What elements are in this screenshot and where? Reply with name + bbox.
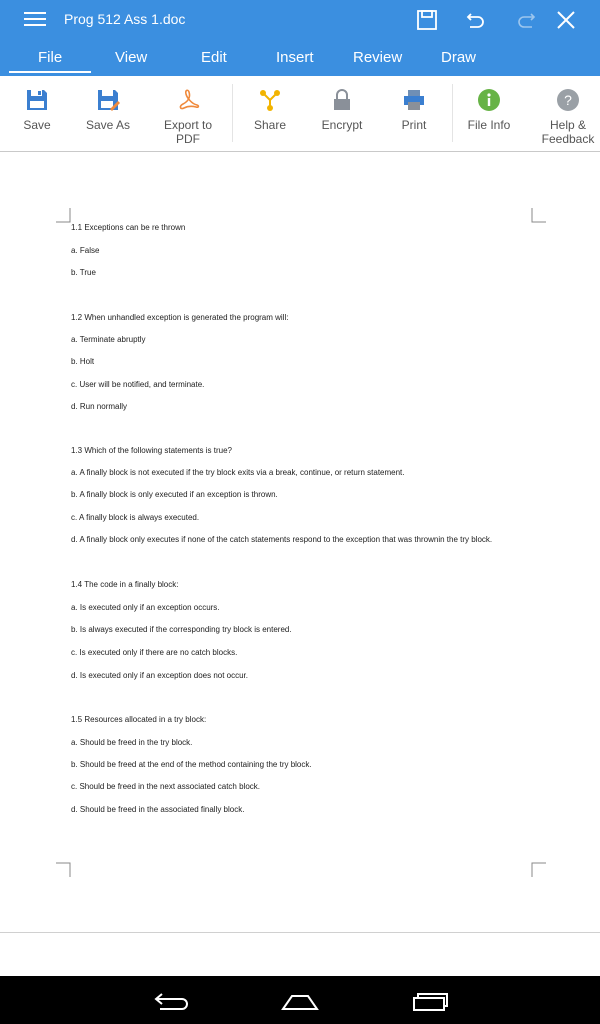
active-tab-indicator [9, 71, 91, 73]
recent-apps-icon[interactable] [410, 988, 450, 1012]
save-as-button[interactable] [76, 76, 140, 151]
export-label-line1: Export to [163, 118, 213, 132]
option: a. Should be freed in the try block. [71, 738, 193, 747]
home-icon[interactable] [280, 988, 320, 1012]
export-to-pdf-button[interactable] [152, 76, 224, 151]
margin-corner-mark [55, 207, 71, 223]
system-navigation-bar [0, 976, 600, 1024]
ribbon-separator [232, 84, 233, 142]
tab-edit[interactable]: Edit [201, 49, 227, 66]
help-label-line1: Help & [549, 118, 587, 132]
option: d. A finally block only executes if none of the catch statements respond to the exception that was thrownin the try block. [71, 535, 493, 544]
document-title: Prog 512 Ass 1.doc [64, 11, 186, 27]
share-label: Share [253, 118, 287, 132]
margin-corner-mark [531, 207, 547, 223]
undo-icon[interactable] [464, 8, 488, 32]
file-info-button[interactable] [457, 76, 521, 151]
back-icon[interactable] [152, 988, 192, 1012]
printer-icon [402, 88, 426, 112]
title-bar [0, 0, 600, 40]
lock-icon [330, 88, 354, 112]
export-to-pdf-label [152, 118, 224, 146]
redo-icon[interactable] [514, 8, 538, 32]
save-icon [25, 88, 49, 112]
file-info-label: File Info [467, 118, 511, 132]
option: d. Is executed only if an exception does not occur. [71, 671, 248, 680]
tab-insert[interactable]: Insert [276, 49, 314, 66]
margin-corner-mark [531, 862, 547, 878]
option: d. Run normally [71, 402, 128, 411]
save-icon[interactable] [415, 8, 439, 32]
help-icon [556, 88, 580, 112]
option: c. Should be freed in the next associated catch block. [71, 782, 261, 791]
encrypt-label: Encrypt [321, 118, 363, 132]
export-label-line2: PDF [176, 132, 200, 146]
file-ribbon [0, 76, 600, 152]
menu-icon[interactable] [24, 12, 46, 28]
option: a. False [71, 246, 100, 255]
info-icon [477, 88, 501, 112]
save-label: Save [23, 118, 51, 132]
option: b. Should be freed at the end of the method containing the try block. [71, 760, 312, 769]
option: a. Terminate abruptly [71, 335, 146, 344]
option: c. A finally block is always executed. [71, 513, 200, 522]
close-icon[interactable] [554, 8, 578, 32]
option: c. Is executed only if there are no catch blocks. [71, 648, 238, 657]
save-as-icon [96, 88, 120, 112]
option: c. User will be notified, and terminate. [71, 380, 205, 389]
tab-draw[interactable]: Draw [441, 49, 477, 66]
pdf-export-icon [176, 88, 200, 112]
tab-file[interactable]: File [38, 49, 63, 66]
question-1-3: 1.3 Which of the following statements is true? [71, 446, 232, 455]
ribbon-separator [452, 84, 453, 142]
save-button[interactable] [5, 76, 69, 151]
help-feedback-label [535, 118, 600, 146]
option: a. A finally block is not executed if the try block exits via a break, continue, or return statement. [71, 468, 405, 477]
question-1-2: 1.2 When unhandled exception is generated the program will: [71, 313, 289, 322]
save-as-label: Save As [85, 118, 131, 132]
print-button[interactable] [382, 76, 446, 151]
encrypt-button[interactable] [310, 76, 374, 151]
tab-view[interactable]: View [115, 49, 148, 66]
help-feedback-button[interactable] [535, 76, 600, 151]
option: b. Is always executed if the corresponding try block is entered. [71, 625, 292, 634]
share-icon [258, 88, 282, 112]
question-1-4: 1.4 The code in a finally block: [71, 580, 179, 589]
print-label: Print [401, 118, 427, 132]
question-1-1: 1.1 Exceptions can be re thrown [71, 223, 186, 232]
help-label-line2: Feedback [541, 132, 595, 146]
option: d. Should be freed in the associated finally block. [71, 805, 245, 814]
document-body [71, 218, 531, 815]
option: a. Is executed only if an exception occurs. [71, 603, 220, 612]
question-1-5: 1.5 Resources allocated in a try block: [71, 715, 207, 724]
option: b. A finally block is only executed if an exception is thrown. [71, 490, 278, 499]
share-button[interactable] [238, 76, 302, 151]
svg-text:?: ? [564, 92, 572, 108]
margin-corner-mark [55, 862, 71, 878]
page-divider [0, 932, 600, 933]
tab-review[interactable]: Review [353, 49, 403, 66]
option: b. True [71, 268, 96, 277]
option: b. Holt [71, 357, 95, 366]
